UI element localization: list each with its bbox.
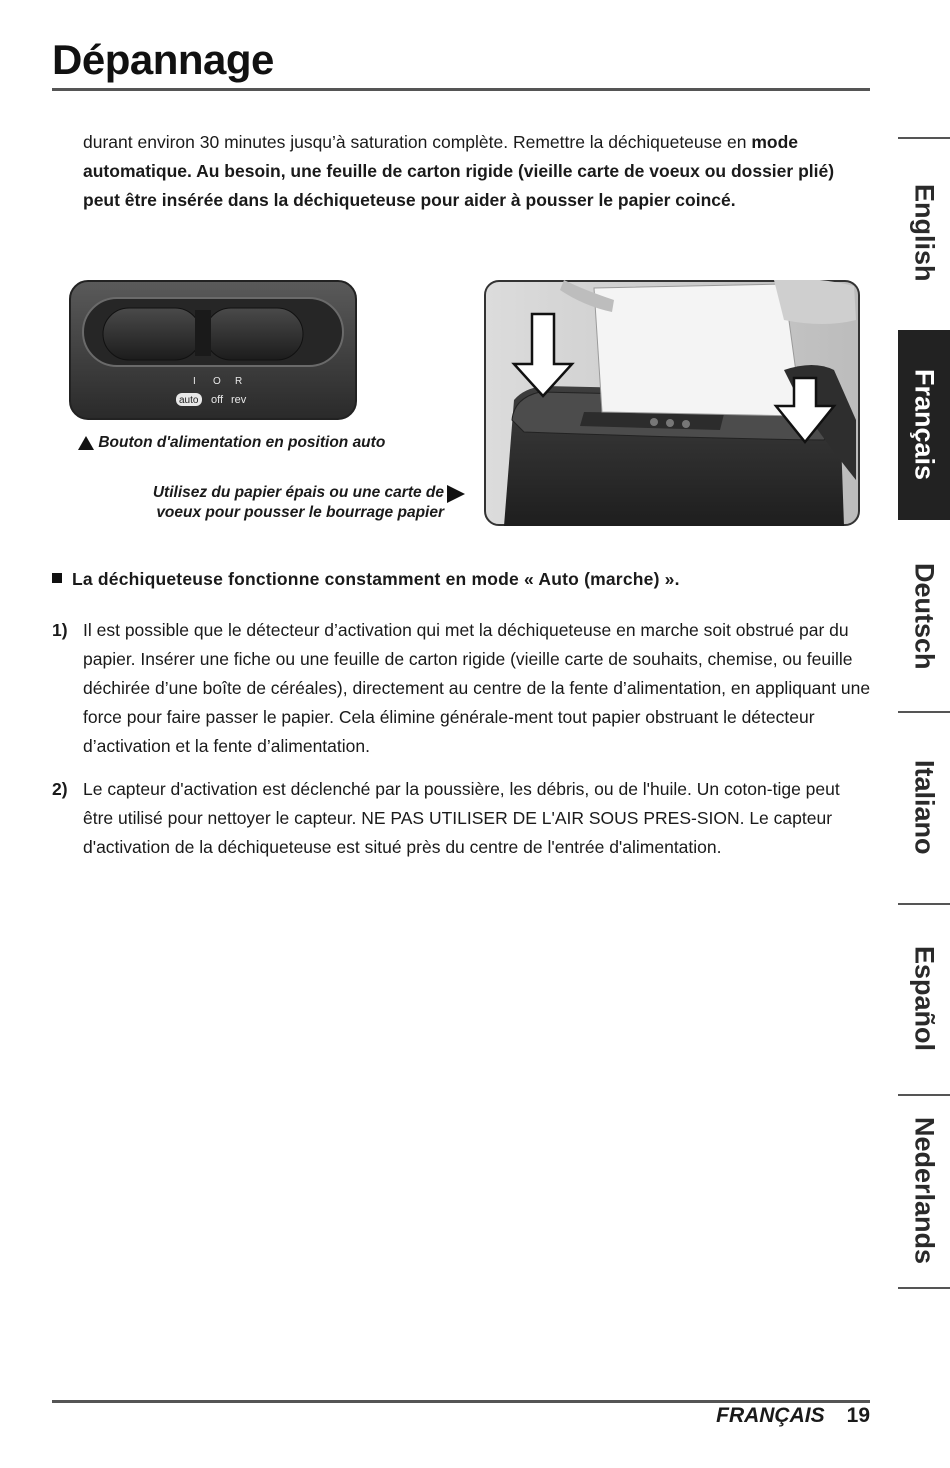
item-text: Il est possible que le détecteur d’activation qui met la déchiqueteuse en marche soit obstrué par du papier. Insérer une fiche ou une feuille de carton rigide (vieille carte de souhaits, chemise, ou feuille déchirée d’une boîte de céréales), directement au centre de la fente d’alimentation, en appliquant une force pour faire passer le papier. Cela élimine générale-ment tout papier obstruant le détecteur d’activation et la fente d’alimentation.	[83, 620, 871, 756]
title-divider	[52, 88, 870, 91]
tab-deutsch[interactable]: Deutsch	[909, 562, 940, 670]
list-item	[52, 775, 872, 862]
switch-caption	[78, 434, 385, 452]
tab-espanol[interactable]: Español	[909, 946, 940, 1052]
intro-normal-text: durant environ 30 minutes jusqu’à saturation complète. Remettre la déchiqueteuse en	[83, 132, 752, 152]
switch-caption-text: Bouton d'alimentation en position auto	[98, 434, 386, 451]
triangle-up-icon	[78, 436, 94, 450]
power-switch-photo	[69, 280, 357, 420]
switch-mode-rev: rev	[231, 394, 247, 406]
bullet-heading	[52, 569, 680, 590]
tab-nederlands[interactable]: Nederlands	[909, 1117, 940, 1265]
tab-francais[interactable]: Français	[898, 330, 950, 520]
shredder-photo	[484, 280, 860, 526]
switch-mode-off: off	[211, 394, 224, 406]
footer-divider	[52, 1400, 870, 1403]
bullet-heading-text: La déchiqueteuse fonctionne constamment en mode « Auto (marche) ».	[72, 569, 680, 589]
switch-label-i: I	[193, 376, 196, 387]
shredder-caption-line2: voeux pour pousser le bourrage papier	[156, 504, 444, 521]
intro-paragraph	[83, 128, 873, 215]
triangle-right-icon	[447, 485, 465, 508]
page-footer	[716, 1404, 870, 1428]
intro-bold-text: mode automatique. Au besoin, une feuille de carton rigide (vieille carte de voeux ou dossier plié) peut être insérée dans la déchiqueteuse pour aider à pousser le papier coincé.	[83, 132, 835, 210]
item-number: 1)	[52, 620, 68, 640]
item-number: 2)	[52, 779, 68, 799]
footer-language: FRANÇAIS	[716, 1404, 825, 1427]
tab-english[interactable]: English	[909, 184, 940, 282]
item-text: Le capteur d'activation est déclenché par la poussière, les débris, ou de l'huile. Un coton-tige peut être utilisé pour nettoyer le capteur. NE PAS UTILISER DE L'AIR SOUS PRES-SION. Le capteur d'activation de la déchiqueteuse est situé près du centre de l'entrée d'alimentation.	[83, 779, 840, 857]
tab-divider	[898, 1287, 950, 1289]
list-item	[52, 616, 872, 761]
shredder-caption-line1: Utilisez du papier épais ou une carte de	[152, 484, 444, 501]
page-title: Dépannage	[52, 36, 274, 83]
tab-italiano[interactable]: Italiano	[909, 759, 940, 855]
shredder-caption	[112, 483, 444, 523]
square-bullet-icon	[52, 573, 62, 583]
switch-mode-auto: auto	[179, 395, 199, 406]
switch-label-r: R	[235, 376, 243, 387]
switch-label-o: O	[213, 376, 221, 387]
page-number: 19	[846, 1404, 870, 1427]
